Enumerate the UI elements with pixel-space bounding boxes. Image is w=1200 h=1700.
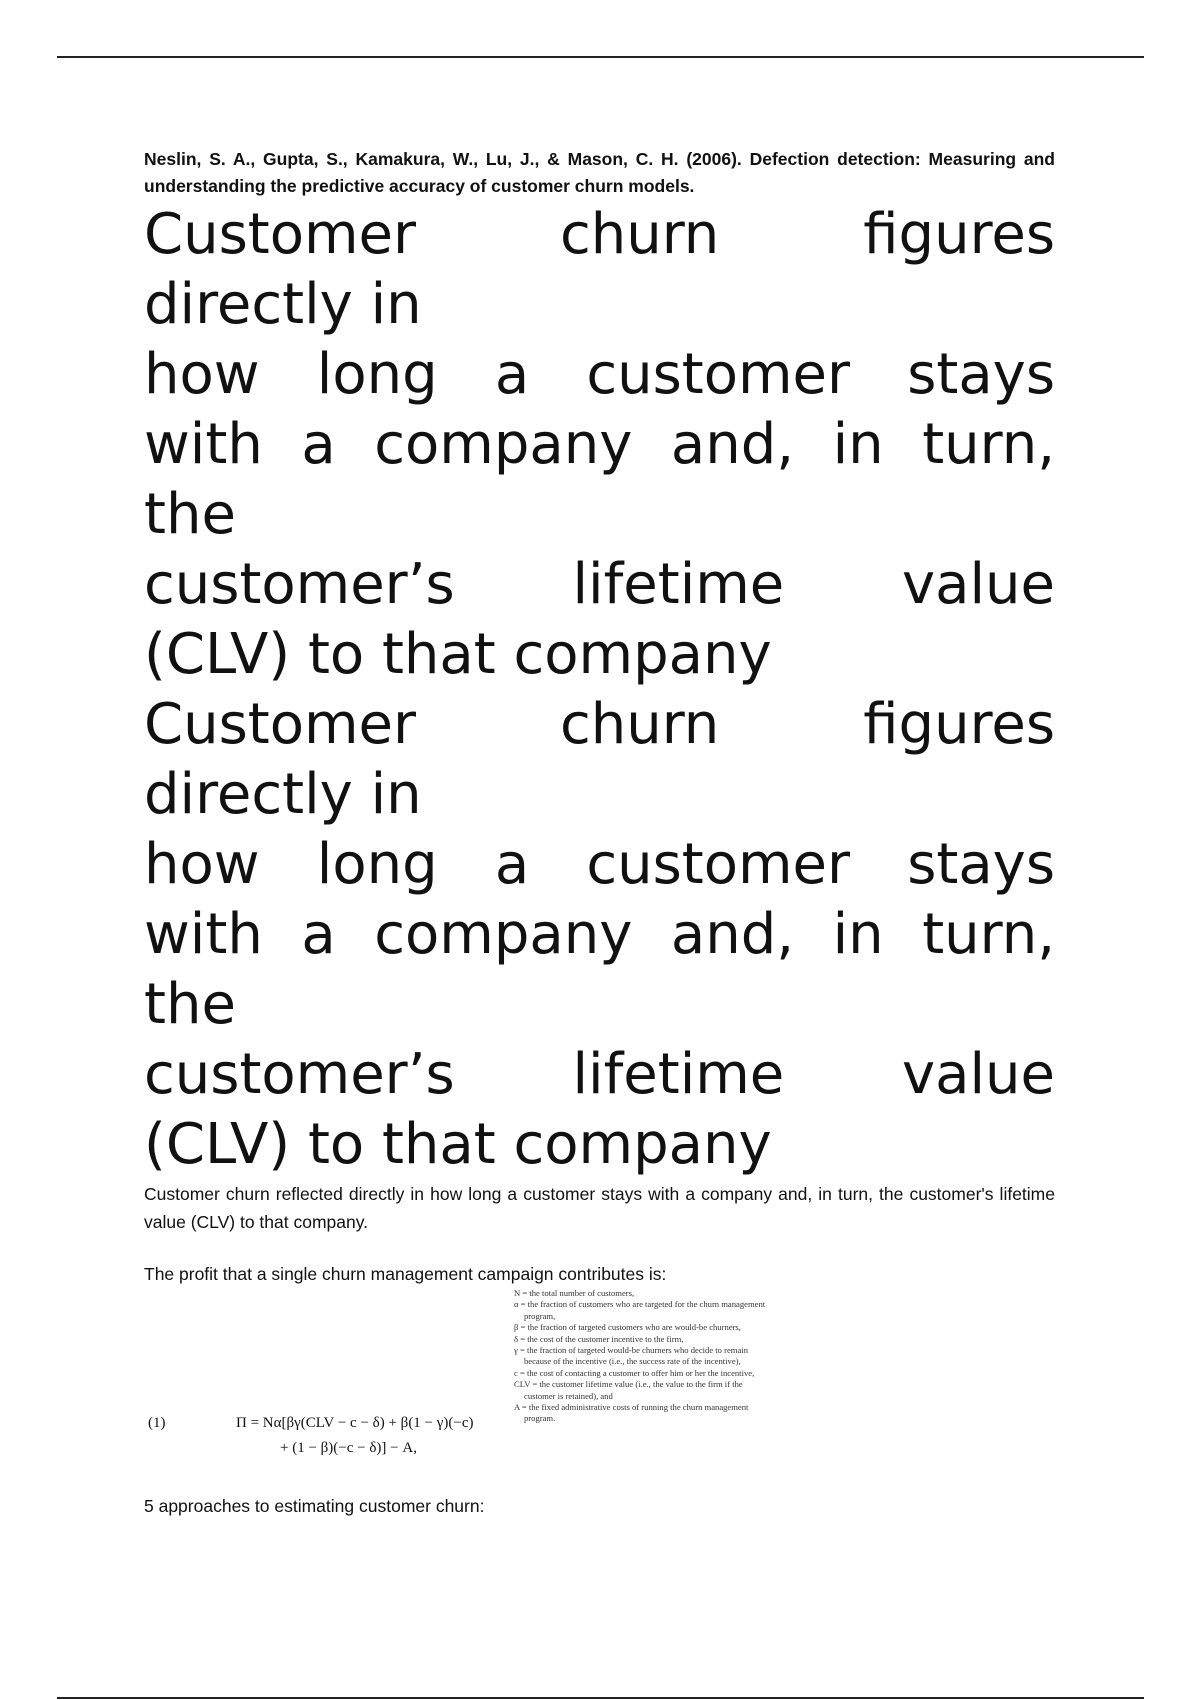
legend-item: δ = the cost of the customer incentive to the firm,	[514, 1333, 684, 1344]
large-text-line: with a company and, in turn,	[144, 412, 1055, 477]
legend-item: α = the fraction of customers who are targeted for the churn management program,	[514, 1299, 766, 1321]
large-text-line: with a company and, in turn,	[144, 902, 1055, 967]
approaches-heading: 5 approaches to estimating customer churn:	[144, 1496, 485, 1516]
legend-item: CLV = the customer lifetime value (i.e., the value to the firm if the customer is retained), and	[514, 1379, 743, 1401]
legend-item: γ = the fraction of targeted would-be churners who decide to remain because of the incentive (i.e., the success rate of the incentive),	[514, 1345, 748, 1367]
large-text-line: customer’s lifetime value	[144, 552, 1055, 617]
variable-legend	[514, 1288, 776, 1425]
large-text-block-2	[144, 690, 1055, 1180]
large-text-line: (CLV) to that company	[144, 622, 772, 687]
profit-intro: The profit that a single churn management campaign contributes is:	[144, 1264, 667, 1284]
large-text-line: directly in	[144, 762, 422, 827]
large-text-line: directly in	[144, 272, 422, 337]
equation-line-2: + (1 − β)(−c − δ)] − A,	[280, 1440, 417, 1456]
large-text-block-1	[144, 200, 1055, 690]
legend-item: c = the cost of contacting a customer to offer him or her the incentive,	[514, 1367, 755, 1378]
large-text-line: how long a customer stays	[144, 342, 1055, 407]
top-rule	[57, 56, 1144, 58]
summary-paragraph: Customer churn reflected directly in how long a customer stays with a company and, in turn, the customer's lifetime value (CLV) to that company.	[144, 1184, 1055, 1232]
legend-item: N = the total number of customers,	[514, 1288, 635, 1298]
legend-item: β = the fraction of targeted customers who are would-be churners,	[514, 1322, 741, 1333]
citation: Neslin, S. A., Gupta, S., Kamakura, W., Lu, J., & Mason, C. H. (2006). Defection detection: Measuring and understanding the predictive accuracy of customer churn models.	[144, 149, 1055, 196]
large-text-line: customer’s lifetime value	[144, 1042, 1055, 1107]
equation-number: (1)	[148, 1415, 166, 1431]
large-text-line: how long a customer stays	[144, 832, 1055, 897]
bottom-rule	[57, 1697, 1144, 1699]
large-text-line: the	[144, 972, 236, 1037]
large-text-line: (CLV) to that company	[144, 1112, 772, 1177]
legend-item: A = the fixed administrative costs of running the churn management program.	[514, 1402, 749, 1424]
document-body	[144, 146, 1055, 1520]
large-text-line: Customer churn figures	[144, 202, 1055, 267]
equation-line-1: Π = Nα[βγ(CLV − c − δ) + β(1 − γ)(−c)	[236, 1415, 474, 1431]
profit-formula-figure	[144, 1288, 1055, 1470]
large-text-line: the	[144, 482, 236, 547]
large-text-line: Customer churn figures	[144, 692, 1055, 757]
